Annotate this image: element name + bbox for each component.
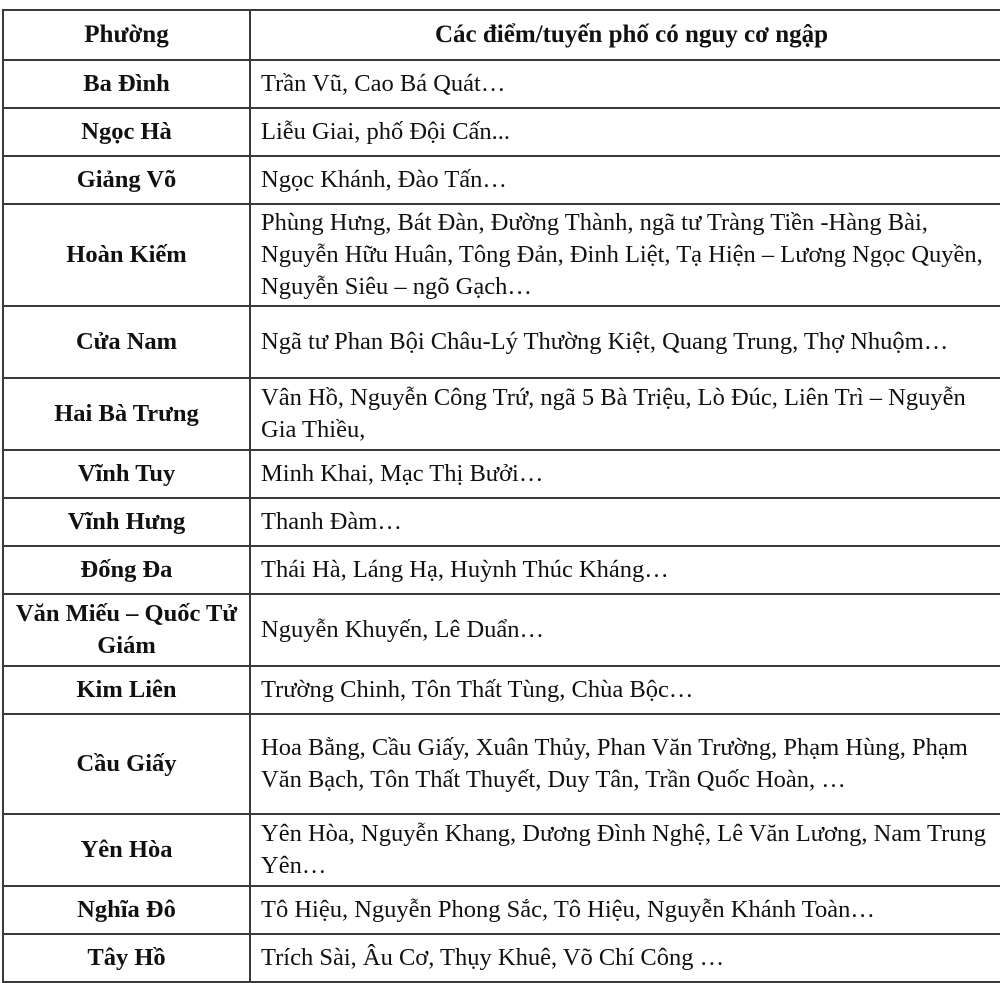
ward-cell: Vĩnh Tuy [3, 450, 250, 498]
ward-cell: Đống Đa [3, 546, 250, 594]
streets-cell: Trần Vũ, Cao Bá Quát… [250, 60, 1000, 108]
table-row [3, 714, 1000, 814]
header-ward: Phường [3, 10, 250, 60]
table-row [3, 546, 1000, 594]
table-row [3, 204, 1000, 306]
ward-cell: Giảng Võ [3, 156, 250, 204]
streets-cell: Thanh Đàm… [250, 498, 1000, 546]
ward-cell: Ngọc Hà [3, 108, 250, 156]
table-row [3, 378, 1000, 450]
ward-cell: Nghĩa Đô [3, 886, 250, 934]
ward-cell: Hoàn Kiếm [3, 204, 250, 306]
streets-cell: Phùng Hưng, Bát Đàn, Đường Thành, ngã tư Tràng Tiền -Hàng Bài, Nguyễn Hữu Huân, Tông Đản, Đinh Liệt, Tạ Hiện – Lương Ngọc Quyền, Nguyễn Siêu – ngõ Gạch… [250, 204, 1000, 306]
table-header-row [3, 10, 1000, 60]
streets-cell: Nguyễn Khuyến, Lê Duẩn… [250, 594, 1000, 666]
ward-cell: Văn Miếu – Quốc Tử Giám [3, 594, 250, 666]
table-row [3, 306, 1000, 378]
table-row [3, 814, 1000, 886]
ward-cell: Hai Bà Trưng [3, 378, 250, 450]
table-row [3, 886, 1000, 934]
ward-cell: Cửa Nam [3, 306, 250, 378]
streets-cell: Tô Hiệu, Nguyễn Phong Sắc, Tô Hiệu, Nguyễn Khánh Toàn… [250, 886, 1000, 934]
streets-cell: Ngọc Khánh, Đào Tấn… [250, 156, 1000, 204]
table-row [3, 666, 1000, 714]
table-row [3, 594, 1000, 666]
table-row [3, 108, 1000, 156]
ward-cell: Kim Liên [3, 666, 250, 714]
table-row [3, 450, 1000, 498]
ward-cell: Tây Hồ [3, 934, 250, 982]
ward-cell: Ba Đình [3, 60, 250, 108]
table-row [3, 498, 1000, 546]
ward-cell: Vĩnh Hưng [3, 498, 250, 546]
table-row [3, 934, 1000, 982]
streets-cell: Vân Hồ, Nguyễn Công Trứ, ngã 5 Bà Triệu, Lò Đúc, Liên Trì – Nguyễn Gia Thiều, [250, 378, 1000, 450]
streets-cell: Thái Hà, Láng Hạ, Huỳnh Thúc Kháng… [250, 546, 1000, 594]
header-streets: Các điểm/tuyến phố có nguy cơ ngập [250, 10, 1000, 60]
streets-cell: Trích Sài, Âu Cơ, Thụy Khuê, Võ Chí Công … [250, 934, 1000, 982]
ward-cell: Cầu Giấy [3, 714, 250, 814]
streets-cell: Hoa Bằng, Cầu Giấy, Xuân Thủy, Phan Văn Trường, Phạm Hùng, Phạm Văn Bạch, Tôn Thất Thuyết, Duy Tân, Trần Quốc Hoàn, … [250, 714, 1000, 814]
table-row [3, 156, 1000, 204]
streets-cell: Ngã tư Phan Bội Châu-Lý Thường Kiệt, Quang Trung, Thợ Nhuộm… [250, 306, 1000, 378]
table-row [3, 60, 1000, 108]
streets-cell: Yên Hòa, Nguyễn Khang, Dương Đình Nghệ, Lê Văn Lương, Nam Trung Yên… [250, 814, 1000, 886]
flood-risk-table [2, 9, 1000, 983]
ward-cell: Yên Hòa [3, 814, 250, 886]
streets-cell: Liễu Giai, phố Đội Cấn... [250, 108, 1000, 156]
streets-cell: Minh Khai, Mạc Thị Bưởi… [250, 450, 1000, 498]
streets-cell: Trường Chinh, Tôn Thất Tùng, Chùa Bộc… [250, 666, 1000, 714]
